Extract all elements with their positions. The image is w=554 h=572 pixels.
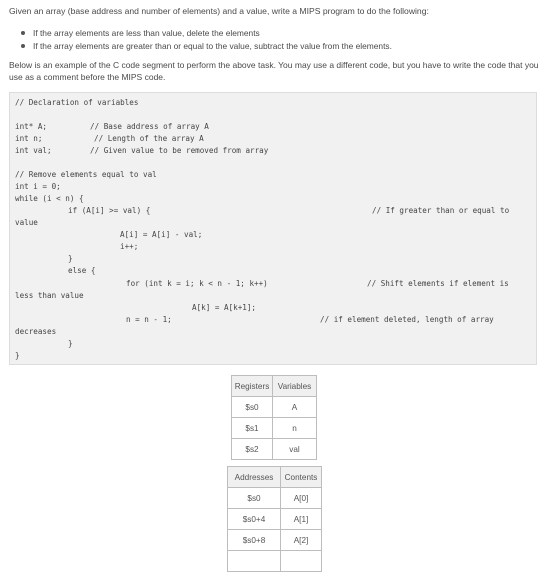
code-comment: decreases [15, 327, 57, 336]
table-row [228, 488, 322, 509]
column-header: Variables [273, 376, 317, 397]
list-item-text: If the array elements are less than value, delete the elements [33, 28, 260, 38]
code-comment: value [15, 218, 38, 227]
table-row [228, 530, 322, 551]
code-comment: // Length of the array A [94, 134, 204, 143]
column-header: Registers [232, 376, 273, 397]
question-intro: Given an array (base address and number of elements) and a value, write a MIPS program to do the following: [9, 6, 429, 16]
code-line: if (A[i] >= val) { [68, 206, 151, 215]
code-comment: // If greater than or equal to [372, 206, 510, 215]
requirements-list [20, 27, 392, 52]
table-row [228, 551, 322, 572]
list-item [20, 40, 392, 53]
table-cell: n [273, 418, 317, 439]
description-paragraph: Below is an example of the C code segment to perform the above task. You may use a different code, but you have to write the code that you use as a comment before the MIPS code. [9, 60, 539, 82]
column-header: Contents [281, 467, 322, 488]
table-cell: $s0 [232, 397, 273, 418]
table-cell: $s2 [232, 439, 273, 460]
table-row [232, 397, 317, 418]
code-comment: // Base address of array A [90, 122, 209, 131]
bullet-icon [21, 31, 25, 35]
code-line: n = n - 1; [126, 315, 172, 324]
column-header: Addresses [228, 467, 281, 488]
addresses-table [227, 466, 322, 572]
code-line: A[i] = A[i] - val; [120, 230, 203, 239]
table-cell: $s1 [232, 418, 273, 439]
code-line: } [68, 254, 73, 263]
table-cell [228, 551, 281, 572]
table-cell: $s0+8 [228, 530, 281, 551]
code-block [9, 92, 537, 365]
table-header-row [232, 376, 317, 397]
code-line: else { [68, 266, 96, 275]
code-comment: // if element deleted, length of array [320, 315, 494, 324]
table-cell: A[2] [281, 530, 322, 551]
table-row [232, 418, 317, 439]
code-line: int val; [15, 146, 52, 155]
table-cell: A [273, 397, 317, 418]
table-cell: A[1] [281, 509, 322, 530]
code-line: int i = 0; [15, 182, 61, 191]
bullet-icon [21, 44, 25, 48]
table-cell: val [273, 439, 317, 460]
table-header-row [228, 467, 322, 488]
list-item-text: If the array elements are greater than or equal to the value, subtract the value from the elements. [33, 40, 392, 51]
table-cell [281, 551, 322, 572]
code-comment: // Shift elements if element is [367, 279, 509, 288]
list-item [20, 27, 392, 40]
code-line: while (i < n) { [15, 194, 84, 203]
code-line: for (int k = i; k < n - 1; k++) [126, 279, 268, 288]
code-line: A[k] = A[k+1]; [192, 303, 257, 312]
code-line: int n; [15, 134, 43, 143]
table-row [232, 439, 317, 460]
code-comment: // Remove elements equal to val [15, 170, 157, 179]
code-line: i++; [120, 242, 139, 251]
table-cell: $s0 [228, 488, 281, 509]
code-comment: less than value [15, 291, 84, 300]
table-row [228, 509, 322, 530]
code-line: int* A; [15, 122, 48, 131]
registers-table [231, 375, 317, 460]
code-comment: // Declaration of variables [15, 98, 139, 107]
table-cell: $s0+4 [228, 509, 281, 530]
code-comment: // Given value to be removed from array [90, 146, 269, 155]
table-cell: A[0] [281, 488, 322, 509]
code-line: } [68, 339, 73, 348]
code-line: } [15, 351, 20, 360]
